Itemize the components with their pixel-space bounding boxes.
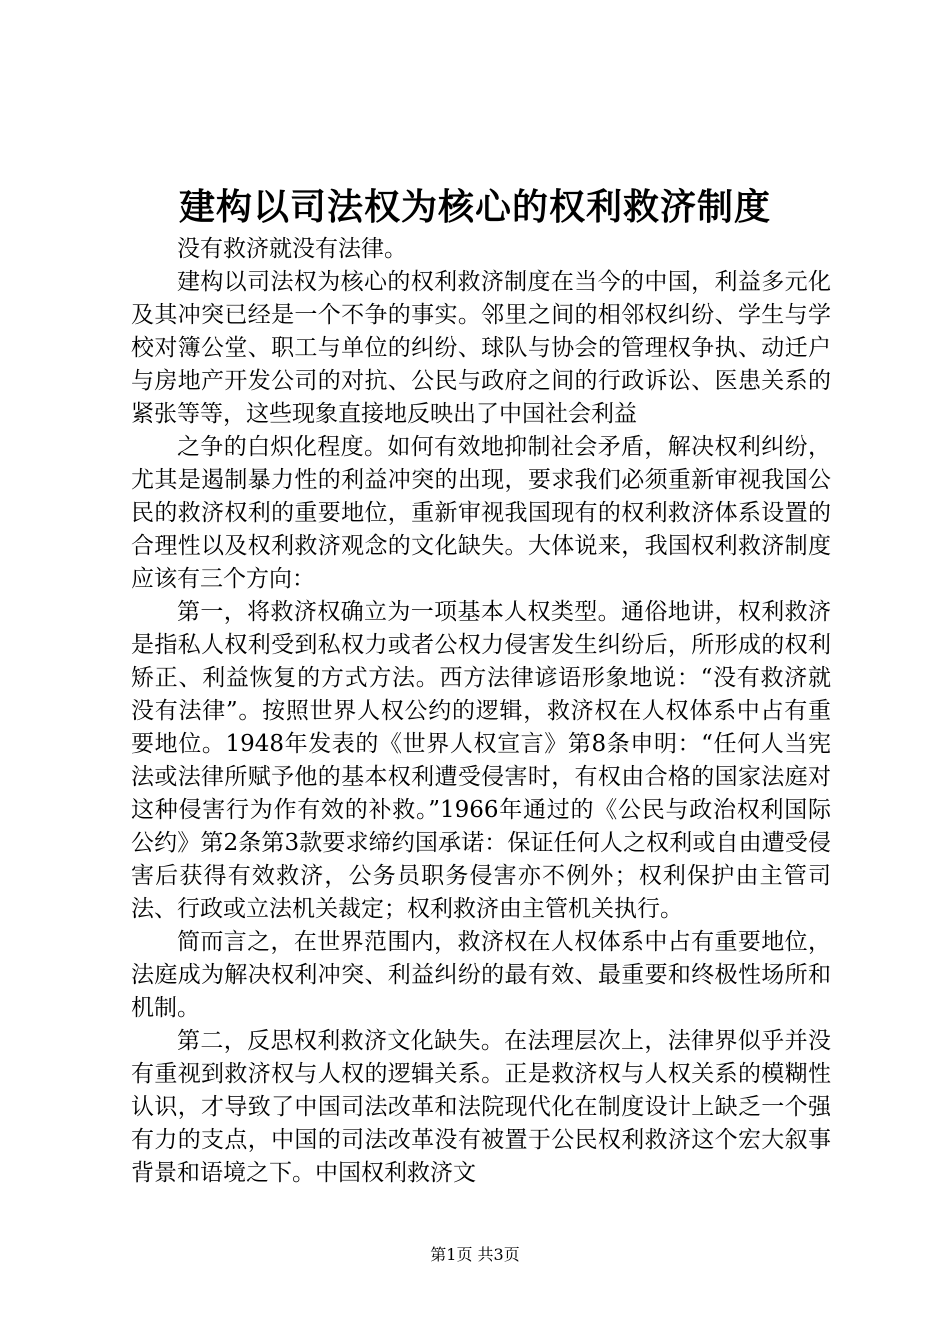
document-body — [131, 233, 831, 1190]
paragraph: 建构以司法权为核心的权利救济制度在当今的中国，利益多元化及其冲突已经是一个不争的事实。邻里之间的相邻权纠纷、学生与学校对簿公堂、职工与单位的纠纷、球队与协会的管理权争执、动迁户与房地产开发公司的对抗、公民与政府之间的行政诉讼、医患关系的紧张等等，这些现象直接地反映出了中国社会利益 — [131, 269, 831, 427]
paragraph: 第一，将救济权确立为一项基本人权类型。通俗地讲，权利救济是指私人权利受到私权力或者公权力侵害发生纠纷后，所形成的权利矫正、利益恢复的方式方法。西方法律谚语形象地说：“没有救济就没有法律”。按照世界人权公约的逻辑，救济权在人权体系中占有重要地位。1948年发表的《世界人权宣言》第8条申明：“任何人当宪法或法律所赋予他的基本权利遭受侵害时，有权由合格的国家法庭对这种侵害行为作有效的补救。”1966年通过的《公民与政治权利国际公约》第2条第3款要求缔约国承诺：保证任何人之权利或自由遭受侵害后获得有效救济，公务员职务侵害亦不例外；权利保护由主管司法、行政或立法机关裁定；权利救济由主管机关执行。 — [131, 599, 831, 922]
paragraph: 没有救济就没有法律。 — [177, 236, 407, 262]
paragraph: 之争的白炽化程度。如何有效地抑制社会矛盾，解决权利纠纷，尤其是遏制暴力性的利益冲突的出现，要求我们必须重新审视我国公民的救济权利的重要地位，重新审视我国现有的权利救济体系设置的合理性以及权利救济观念的文化缺失。大体说来，我国权利救济制度应该有三个方向： — [131, 434, 831, 592]
total-pages: 共3页 — [477, 1245, 520, 1264]
page-footer — [0, 1244, 950, 1266]
document-title: 建构以司法权为核心的权利救济制度 — [178, 186, 771, 228]
page-number: 第1页 — [430, 1245, 473, 1264]
paragraph: 简而言之，在世界范围内，救济权在人权体系中占有重要地位，法庭成为解决权利冲突、利益纠纷的最有效、最重要和终极性场所和机制。 — [131, 929, 831, 1021]
paragraph: 第二，反思权利救济文化缺失。在法理层次上，法律界似乎并没有重视到救济权与人权的逻辑关系。正是救济权与人权关系的模糊性认识，才导致了中国司法改革和法院现代化在制度设计上缺乏一个强有力的支点，中国的司法改革没有被置于公民权利救济这个宏大叙事背景和语境之下。中国权利救济文 — [131, 1028, 831, 1186]
